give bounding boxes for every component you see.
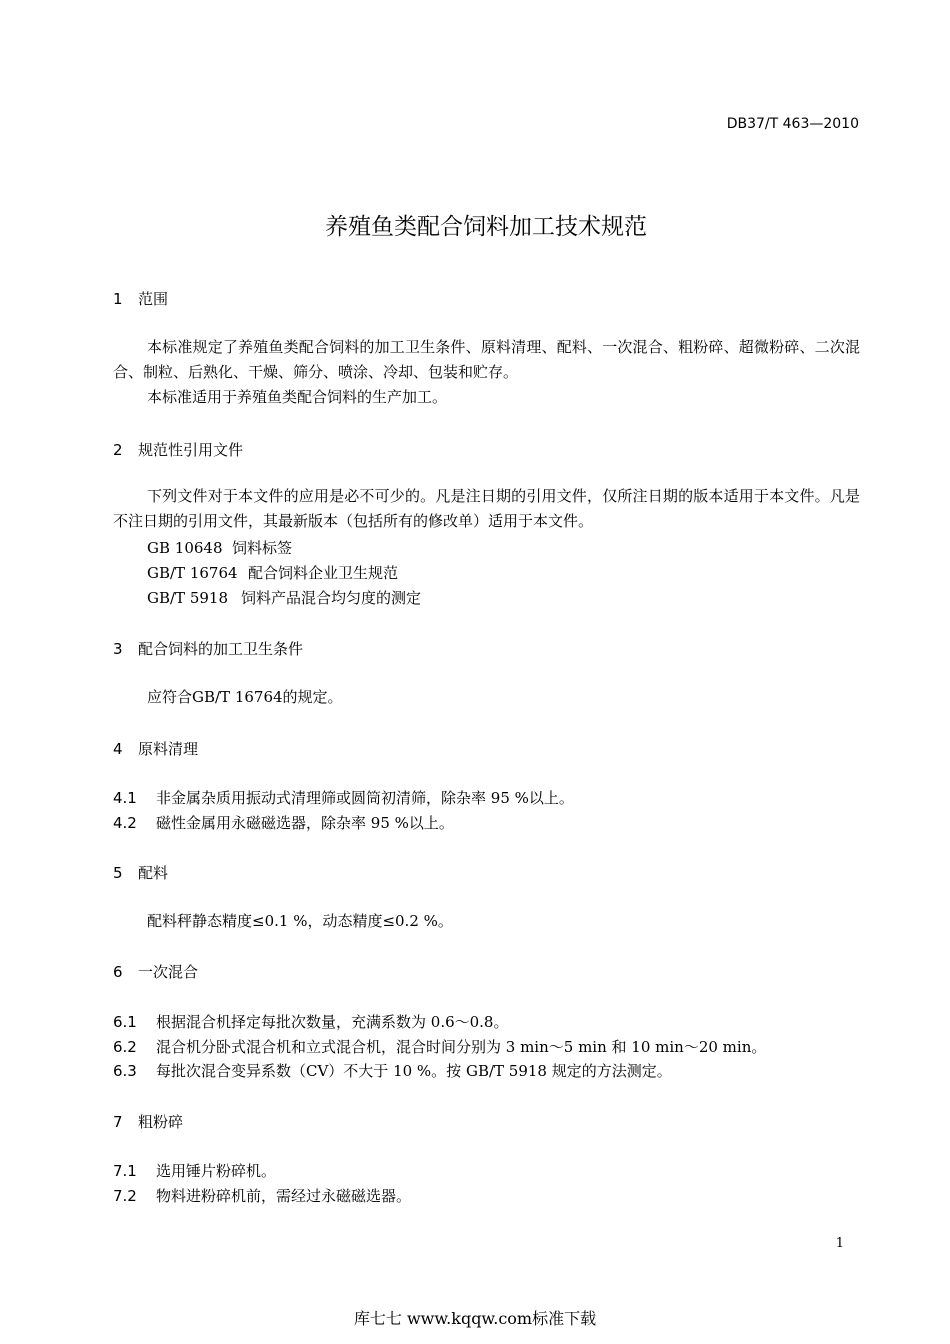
clause <box>113 1185 411 1206</box>
section-number: 5 <box>113 864 123 882</box>
page-number: 1 <box>835 1236 844 1251</box>
section-title: 配合饲料的加工卫生条件 <box>138 640 304 658</box>
paragraph: 本标准规定了养殖鱼类配合饲料的加工卫生条件、原料清理、配料、一次混合、粗粉碎、超微粉碎、二次混合、制粒、后熟化、干燥、筛分、喷涂、冷却、包装和贮存。 <box>113 338 860 381</box>
clause-number: 6.1 <box>113 1013 137 1031</box>
clause-text: 根据混合机择定每批次数量，充满系数为 0.6～0.8。 <box>156 1013 509 1031</box>
normative-reference <box>147 587 421 608</box>
section-heading-7 <box>113 1111 183 1132</box>
paragraph: 应符合GB/T 16764的规定。 <box>147 688 343 706</box>
section-number: 3 <box>113 640 123 658</box>
paragraph: 下列文件对于本文件的应用是必不可少的。凡是注日期的引用文件，仅所注日期的版本适用于本文件。凡是不注日期的引用文件，其最新版本（包括所有的修改单）适用于本文件。 <box>113 487 860 530</box>
document-title: 养殖鱼类配合饲料加工技术规范 <box>325 214 647 240</box>
reference-name: 饲料标签 <box>232 539 293 557</box>
clause <box>113 1011 508 1032</box>
clause-number: 7.2 <box>113 1187 137 1205</box>
clause <box>113 1036 766 1057</box>
normative-reference <box>147 537 292 558</box>
clause-number: 7.1 <box>113 1162 137 1180</box>
clause-text: 选用锤片粉碎机。 <box>156 1162 277 1180</box>
clause-number: 4.1 <box>113 789 137 807</box>
section-heading-1 <box>113 288 168 309</box>
section-heading-4 <box>113 738 198 759</box>
section-title: 范围 <box>138 290 169 308</box>
clause-text: 非金属杂质用振动式清理筛或圆筒初清筛，除杂率 95 %以上。 <box>156 789 574 807</box>
clause <box>113 787 574 808</box>
reference-name: 配合饲料企业卫生规范 <box>248 564 399 582</box>
reference-name: 饲料产品混合均匀度的测定 <box>241 589 422 607</box>
section-number: 1 <box>113 290 123 308</box>
section-number: 2 <box>113 441 123 459</box>
section-title: 配料 <box>138 864 169 882</box>
section-number: 7 <box>113 1113 123 1131</box>
clause <box>113 812 454 833</box>
clause <box>113 1060 672 1081</box>
clause-number: 6.3 <box>113 1062 137 1080</box>
clause-number: 6.2 <box>113 1038 137 1056</box>
section-number: 4 <box>113 740 123 758</box>
section-number: 6 <box>113 963 123 981</box>
section-title: 原料清理 <box>138 740 199 758</box>
section-title: 规范性引用文件 <box>138 441 244 459</box>
section-title: 一次混合 <box>138 963 199 981</box>
normative-reference <box>147 562 398 583</box>
footer-watermark: 库七七 www.kqqw.com标准下载 <box>353 1309 597 1328</box>
section-heading-3 <box>113 638 303 659</box>
document-number: DB37/T 463—2010 <box>726 116 859 132</box>
clause-number: 4.2 <box>113 814 137 832</box>
reference-code: GB/T 16764 <box>147 564 238 582</box>
clause-text: 每批次混合变异系数（CV）不大于 10 %。按 GB/T 5918 规定的方法测定。 <box>156 1062 672 1080</box>
clause-text: 磁性金属用永磁磁选器，除杂率 95 %以上。 <box>156 814 454 832</box>
paragraph: 本标准适用于养殖鱼类配合饲料的生产加工。 <box>147 388 448 406</box>
section-title: 粗粉碎 <box>138 1113 184 1131</box>
paragraph: 配料秤静态精度≤0.1 %，动态精度≤0.2 %。 <box>147 912 453 930</box>
clause <box>113 1160 276 1181</box>
section-heading-2 <box>113 439 243 460</box>
reference-code: GB/T 5918 <box>147 589 229 607</box>
clause-text: 混合机分卧式混合机和立式混合机，混合时间分别为 3 min～5 min 和 10 min～20 min。 <box>156 1038 767 1056</box>
reference-code: GB 10648 <box>147 539 223 557</box>
clause-text: 物料进粉碎机前，需经过永磁磁选器。 <box>156 1187 412 1205</box>
section-heading-5 <box>113 862 168 883</box>
section-heading-6 <box>113 961 198 982</box>
